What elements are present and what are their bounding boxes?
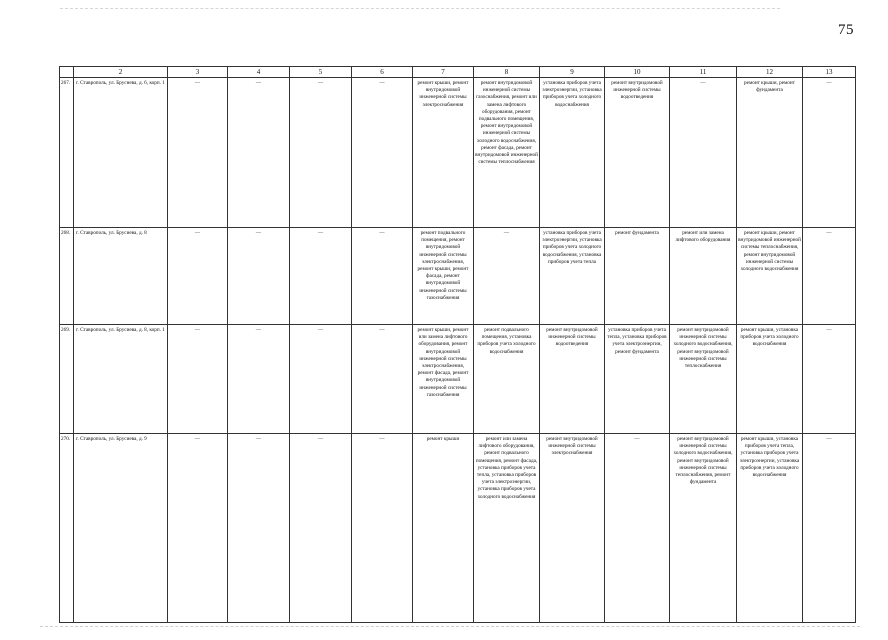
- table-cell: —: [168, 228, 228, 325]
- table-cell: установка приборов учета тепла, установка приборов учета электроэнергии, ремонт фундамента: [605, 325, 670, 434]
- row-address: г. Ставрополь, ул. Бруснева, д. 6, корп. 1: [74, 78, 168, 228]
- table-row: [60, 434, 856, 623]
- table-cell: ремонт внутридомовой инженерной системы электроснабжения: [540, 434, 605, 623]
- column-header: 13: [803, 67, 856, 78]
- row-address: г. Ставрополь, ул. Брусиева, д. 8, корп. 1: [74, 325, 168, 434]
- table-row: [60, 228, 856, 325]
- table-cell: —: [803, 228, 856, 325]
- table-cell: ремонт крыши, ремонт или замена лифтового оборудования, ремонт внутридомовой инженерной системы электроснабжения, ремонт фасада, ремонт внутридомовой инженерной системы газоснабжения: [413, 325, 474, 434]
- table-cell: —: [228, 434, 290, 623]
- table-cell: ремонт фундамента: [605, 228, 670, 325]
- scan-artifact-bottom: [40, 626, 860, 627]
- column-header: 10: [605, 67, 670, 78]
- column-header: 3: [168, 67, 228, 78]
- table-cell: —: [168, 434, 228, 623]
- table-cell: —: [352, 325, 413, 434]
- table-cell: ремонт внутридомовой инженерной системы водоотведения: [605, 78, 670, 228]
- row-number: 268.: [60, 228, 74, 325]
- table-cell: ремонт крыши, ремонт фундамента: [737, 78, 803, 228]
- table-cell: —: [352, 228, 413, 325]
- column-header: 5: [290, 67, 352, 78]
- table-cell: ремонт крыши, установка приборов учета тепла, установка приборов учета электроэнергии, установка приборов учета холодного водоснабжения: [737, 434, 803, 623]
- row-number: 267.: [60, 78, 74, 228]
- table-cell: ремонт или замена лифтового оборудования: [670, 228, 737, 325]
- table-cell: ремонт внутридомовой инженерной системы газоснабжения, ремонт или замена лифтового оборудования, ремонт подвального помещения, ремонт внутридомовой инженерной системы холодного водоснабжения, ремонт фасада, ремонт внутридомовой инженерной системы теплоснабжения: [474, 78, 540, 228]
- table-cell: ремонт подвального помещения, ремонт внутридомовой инженерной системы электроснабжения, ремонт крыши, ремонт фасада, ремонт внутридомовой инженерной системы газоснабжения: [413, 228, 474, 325]
- row-address: г. Ставрополь, ул. Брусиева, д. 9: [74, 434, 168, 623]
- table-cell: —: [168, 78, 228, 228]
- table-header-row: [60, 67, 856, 78]
- table-cell: —: [352, 434, 413, 623]
- table-cell: —: [803, 325, 856, 434]
- column-header: 9: [540, 67, 605, 78]
- table-cell: установка приборов учета электроэнергии, установка приборов учета холодного водоснабжения, установка приборов учета тепла: [540, 228, 605, 325]
- column-header: [60, 67, 74, 78]
- column-header: 4: [228, 67, 290, 78]
- table-cell: —: [352, 78, 413, 228]
- table-cell: —: [803, 434, 856, 623]
- table-cell: —: [290, 78, 352, 228]
- table-cell: ремонт внутридомовой инженерной системы водоотведения: [540, 325, 605, 434]
- table-cell: ремонт крыши: [413, 434, 474, 623]
- table-cell: ремонт внутридомовой инженерной системы холодного водоснабжения, ремонт внутридомовой инженерной системы теплоснабжения: [670, 325, 737, 434]
- table-cell: ремонт крыши, установка приборов учета холодного водоснабжения: [737, 325, 803, 434]
- column-header: 6: [352, 67, 413, 78]
- table-cell: —: [803, 78, 856, 228]
- column-header: 12: [737, 67, 803, 78]
- table-cell: ремонт или замена лифтового оборудования, ремонт подвального помещения, ремонт фасада, установка приборов учета тепла, установка приборов учета электроэнергии, установка приборов учета холодного водоснабжения: [474, 434, 540, 623]
- column-header: 11: [670, 67, 737, 78]
- repair-schedule-table: [59, 66, 856, 623]
- table-cell: —: [605, 434, 670, 623]
- table-row: [60, 78, 856, 228]
- column-header: 2: [74, 67, 168, 78]
- table-cell: установка приборов учета электроэнергии, установка приборов учета холодного водоснабжения: [540, 78, 605, 228]
- column-header: 8: [474, 67, 540, 78]
- table-cell: —: [290, 325, 352, 434]
- table-cell: ремонт подвального помещения, установка приборов учета холодного водоснабжения: [474, 325, 540, 434]
- table-cell: —: [474, 228, 540, 325]
- table-row: [60, 325, 856, 434]
- table-cell: —: [228, 325, 290, 434]
- row-number: 270.: [60, 434, 74, 623]
- table-cell: —: [290, 434, 352, 623]
- row-number: 269.: [60, 325, 74, 434]
- table-cell: —: [290, 228, 352, 325]
- table-cell: —: [168, 325, 228, 434]
- scan-artifact-top: [60, 8, 780, 9]
- table-cell: ремонт внутридомовой инженерной системы холодного водоснабжения, ремонт внутридомовой инженерной системы теплоснабжения, ремонт фундамента: [670, 434, 737, 623]
- table-cell: —: [670, 78, 737, 228]
- page-number: 75: [838, 22, 854, 38]
- column-header: 7: [413, 67, 474, 78]
- table-cell: ремонт крыши, ремонт внутридомовой инженерной системы теплоснабжения, ремонт внутридомовой инженерной системы холодного водоснабжения: [737, 228, 803, 325]
- table-cell: ремонт крыши, ремонт внутридомовой инженерной системы электроснабжения: [413, 78, 474, 228]
- table-cell: —: [228, 228, 290, 325]
- row-address: г. Ставрополь, ул. Брусиева, д. 8: [74, 228, 168, 325]
- table-cell: —: [228, 78, 290, 228]
